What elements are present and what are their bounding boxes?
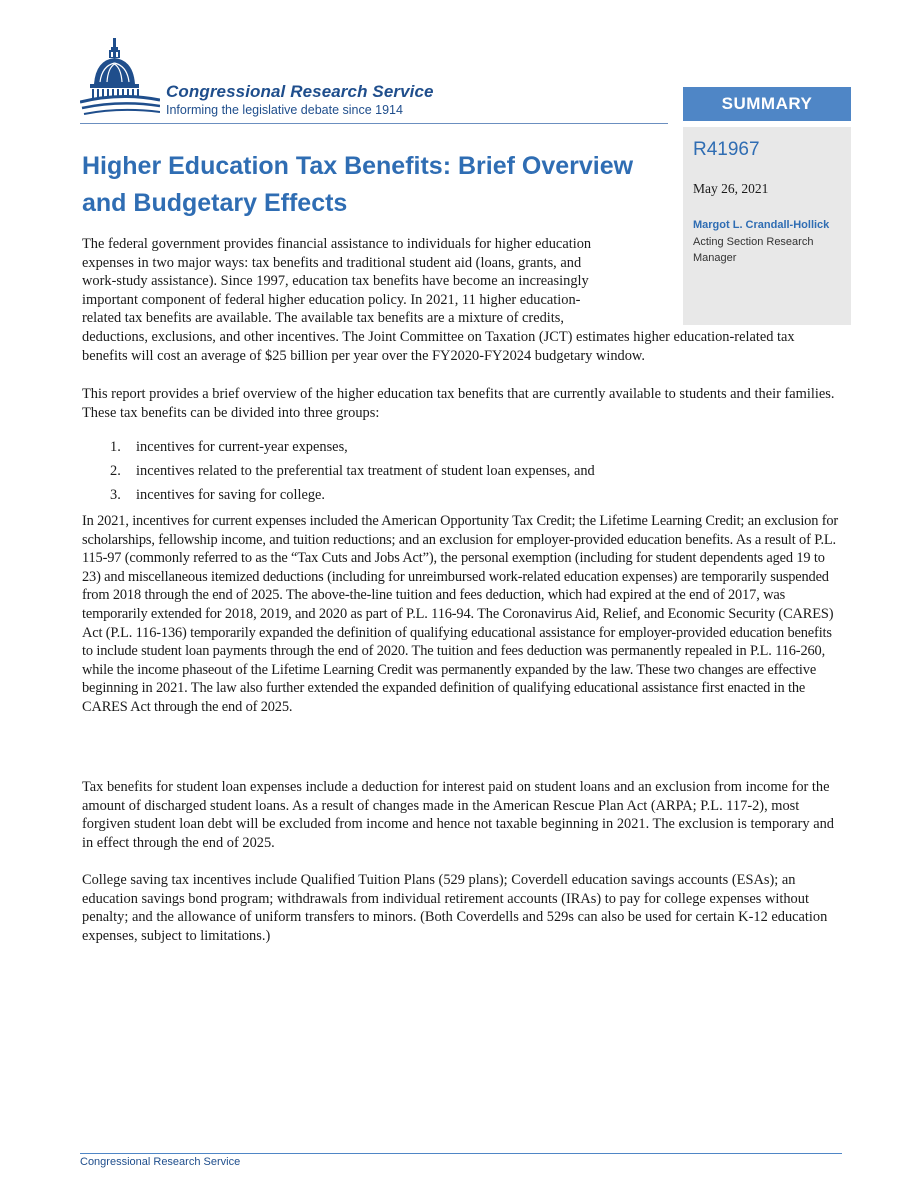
report-date: May 26, 2021 — [693, 181, 769, 196]
list-item — [82, 438, 595, 457]
footer-divider — [80, 1153, 842, 1154]
report-number: R41967 — [693, 139, 760, 160]
list-item-text: incentives related to the preferential tax treatment of student loan expenses, and — [136, 462, 595, 479]
summary-paragraph-1 — [82, 235, 682, 328]
author-title: Acting Section Research Manager — [693, 236, 814, 264]
summary-paragraph-2: This report provides a brief overview of the higher education tax benefits that are currently available to students and their families. These tax benefits can be divided into three groups: — [82, 386, 835, 421]
report-info-panel — [683, 127, 851, 325]
footer-text: Congressional Research Service — [80, 1156, 241, 1168]
list-item-text: incentives for current-year expenses, — [136, 439, 348, 455]
org-name: Congressional Research Service — [166, 82, 434, 101]
benefit-groups-list — [82, 438, 595, 510]
list-item-number: 2. — [110, 462, 121, 479]
list-item-text: incentives for saving for college. — [136, 486, 326, 503]
paragraph-line: important component of federal higher education policy. In 2021, 11 higher education- — [82, 291, 581, 308]
list-item — [82, 462, 595, 481]
author-name: Margot L. Crandall-Hollick — [693, 219, 830, 231]
paragraph-line: The federal government provides financial assistance to individuals for higher education — [82, 236, 592, 252]
paragraph-line: expenses in two major ways: tax benefits and traditional student aid (loans, grants, and — [82, 254, 582, 271]
paragraph-line: work-study assistance). Since 1997, education tax benefits have become an increasingly — [82, 273, 589, 290]
summary-paragraph-4: Tax benefits for student loan expenses include a deduction for interest paid on student loans and an exclusion from income for the amount of discharged student loans. As a result of changes made in the American Rescue Plan Act (ARPA; P.L. 117-2), most forgiven student loan debt will be excluded from income and hence not taxable beginning in 2021. The exclusion is temporary and in effect through the end of 2025. — [82, 779, 834, 851]
list-item-number: 1. — [110, 439, 121, 455]
summary-paragraph-3: In 2021, incentives for current expenses included the American Opportunity Tax Credit; the Lifetime Learning Credit; an exclusion for scholarships, fellowship income, and tuition reductions; and an exclusion for employer-provided education benefits. As a result of P.L. 115-97 (commonly referred to as the “Tax Cuts and Jobs Act”), the personal exemption (including for student dependents aged 19 to 23) and miscellaneous itemized deductions (including for unreimbursed work-related education expenses) are temporarily suspended from 2018 through the end of 2025. The above-the-line tuition and fees deduction, which had expired at the end of 2017, was temporarily extended for 2018, 2019, and 2020 as part of P.L. 116-94. The Coronavirus Aid, Relief, and Economic Security (CARES) Act (P.L. 116-136) temporarily expanded the definition of qualifying educational assistance for employer-provided education benefits to include student loan payments through the end of 2020. The tuition and fees deduction was permanently repealed in P.L. 116-260, while the income phaseout of the Lifetime Learning Credit was permanently expanded by the law. These two changes are effective beginning in 2021. The law also further extended the expanded definition of qualifying educational assistance first enacted in the CARES Act through the end of 2025. — [82, 513, 839, 715]
page-title: Higher Education Tax Benefits: Brief Overview and Budgetary Effects — [82, 152, 634, 217]
crs-logo — [80, 34, 480, 124]
summary-heading: SUMMARY — [683, 87, 851, 121]
header-divider — [80, 123, 668, 124]
list-item-number: 3. — [110, 486, 121, 503]
summary-paragraph-1-continued: deductions, exclusions, and other incentives. The Joint Committee on Taxation (JCT) estimates higher education-related tax benefits will cost an average of $25 billion per year over the FY2020-FY2024 budgetary window. — [82, 329, 795, 364]
summary-paragraph-5: College saving tax incentives include Qualified Tuition Plans (529 plans); Coverdell education savings accounts (ESAs); an education savings bond program; withdrawals from individual retirement accounts (IRAs) to pay for college expenses without penalty; and the allowance of uniform transfers to minors. (Both Coverdells and 529s can also be used for certain K-12 education expenses, subject to limitations.) — [82, 872, 828, 944]
paragraph-line: related tax benefits are available. The available tax benefits are a mixture of credits, — [82, 310, 564, 327]
org-tagline: Informing the legislative debate since 1914 — [166, 103, 403, 117]
list-item — [82, 486, 595, 505]
capitol-dome-icon — [80, 34, 160, 124]
